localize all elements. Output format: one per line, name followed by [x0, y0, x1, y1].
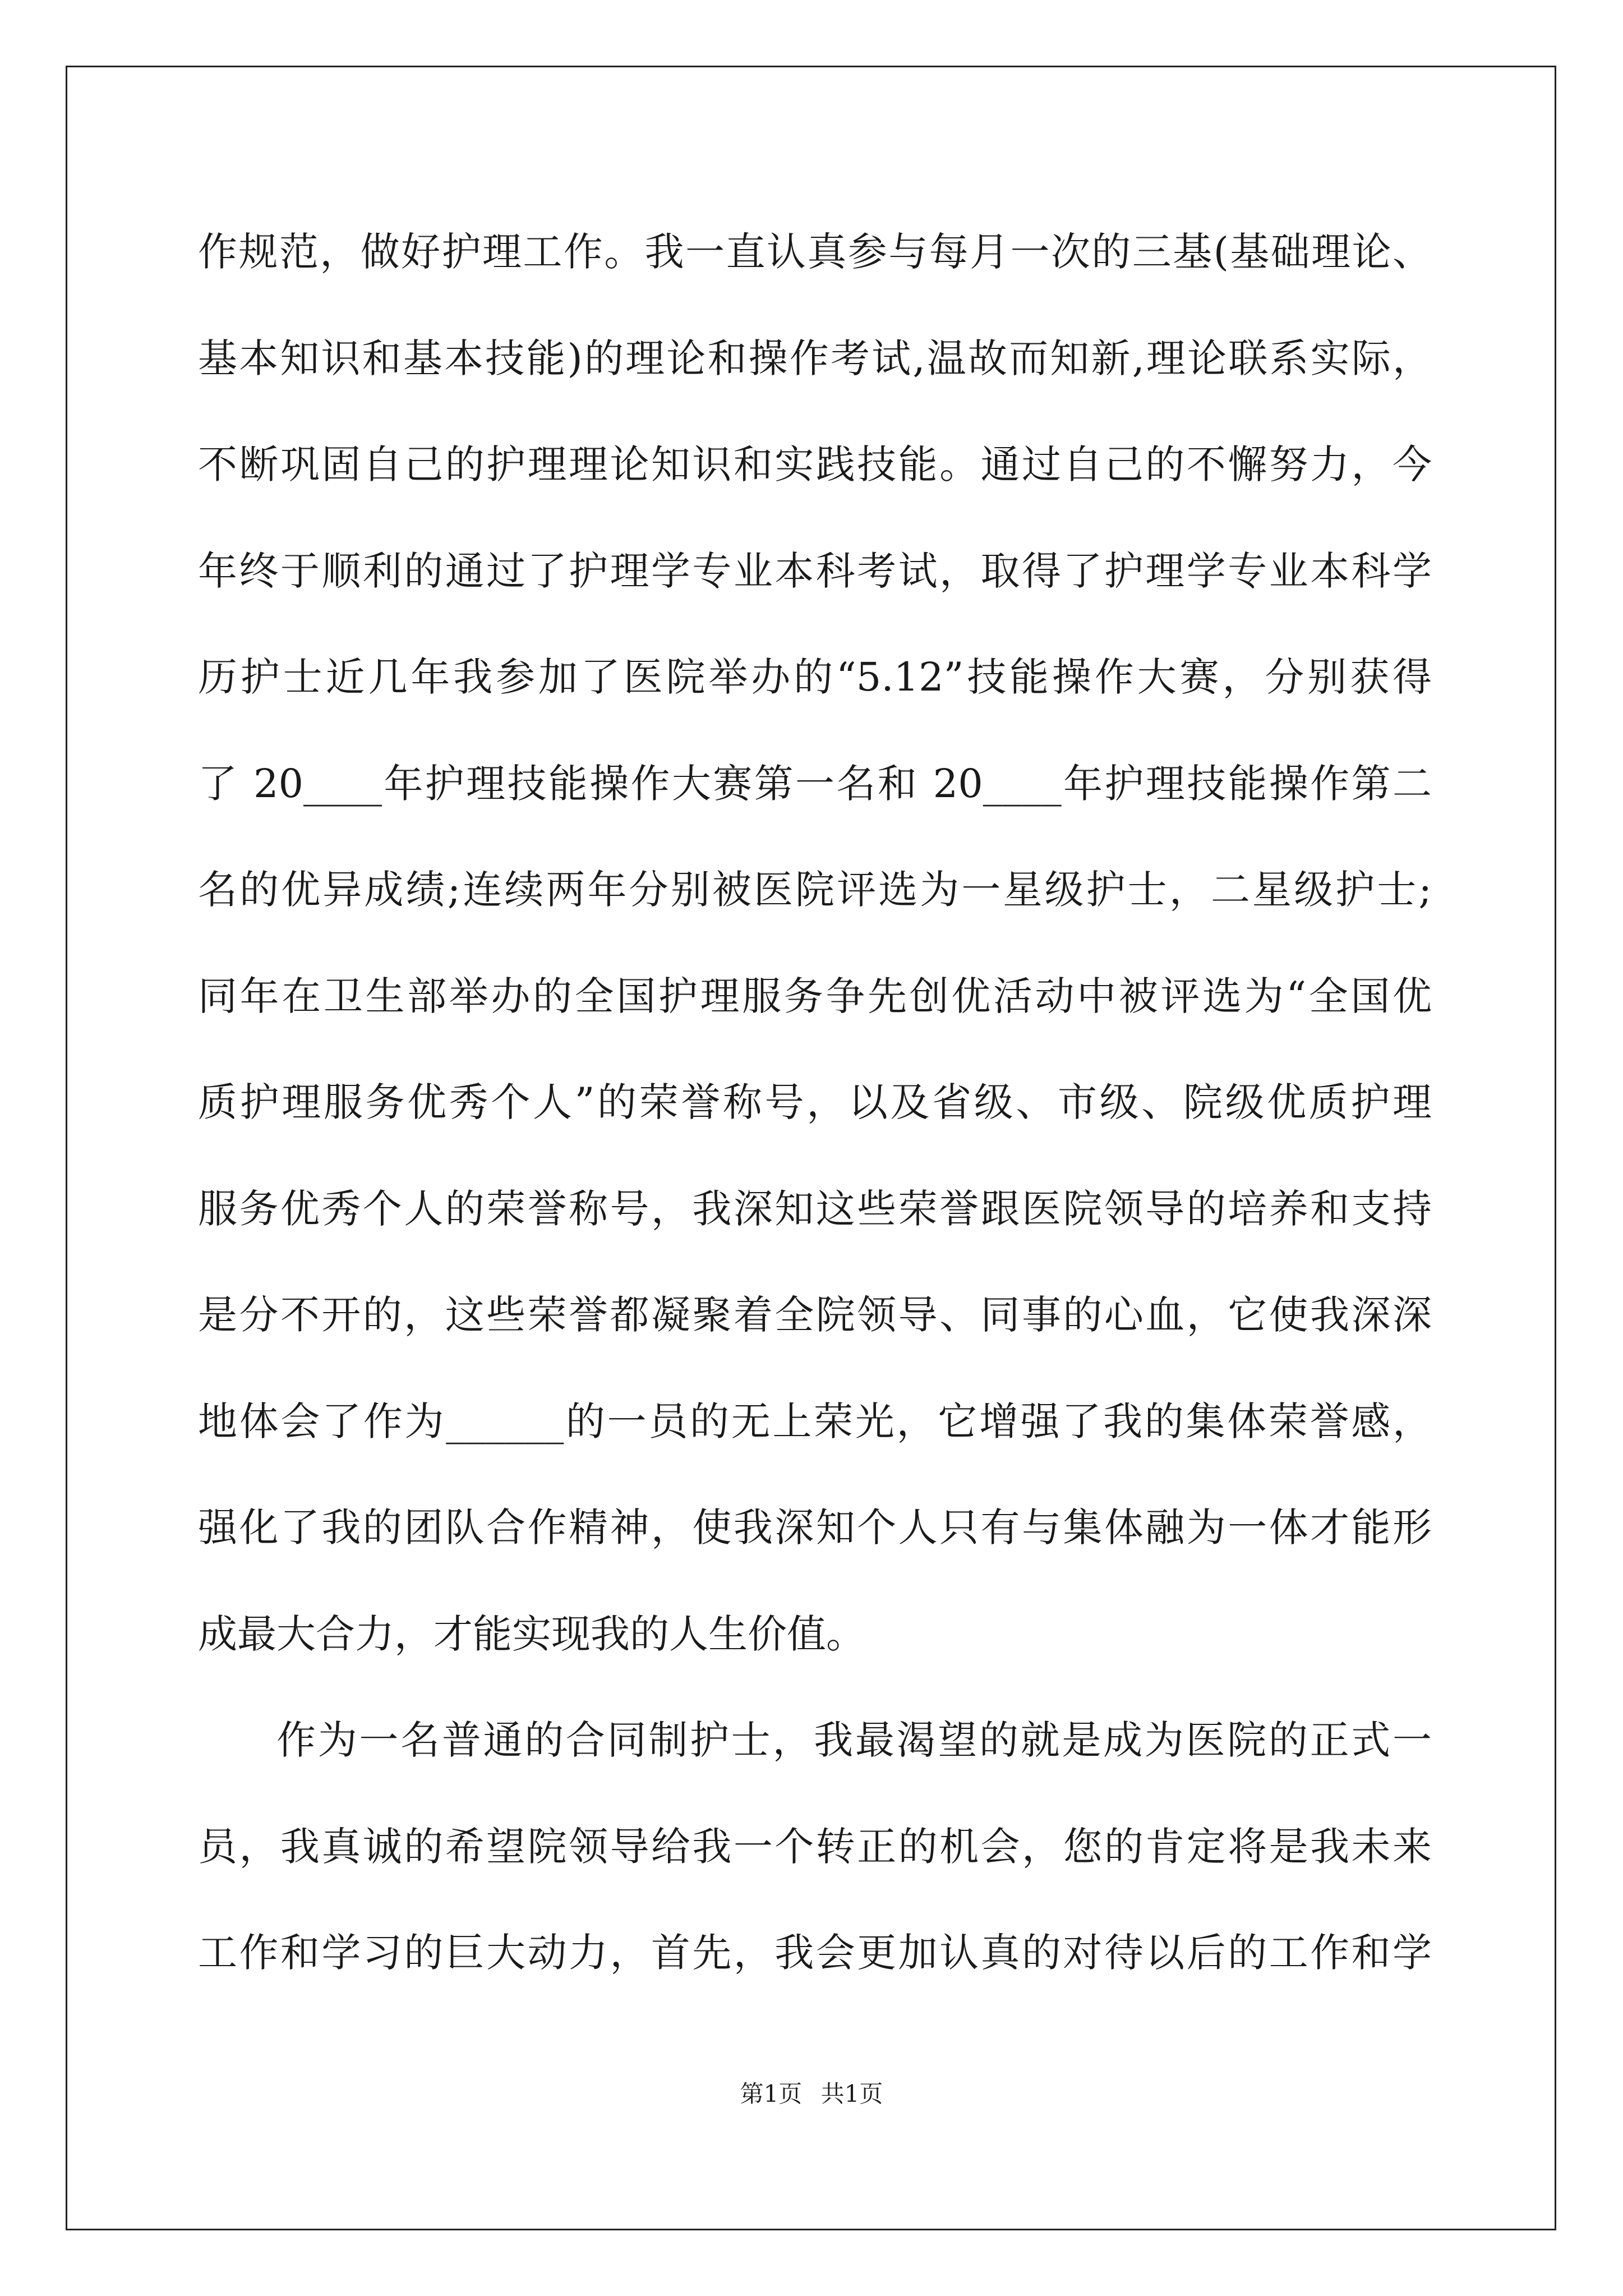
text-line: 强化了我的团队合作精神，使我深知个人只有与集体融为一体才能形	[198, 1504, 1432, 1550]
text-line: 不断巩固自己的护理理论知识和实践技能。通过自己的不懈努力，今	[198, 441, 1432, 487]
text-line: 是分不开的，这些荣誉都凝聚着全院领导、同事的心血，它使我深深	[198, 1292, 1432, 1338]
text-line: 基本知识和基本技能)的理论和操作考试,温故而知新,理论联系实际，	[198, 335, 1432, 381]
text-line: 员，我真诚的希望院领导给我一个转正的机会，您的肯定将是我未来	[198, 1823, 1432, 1870]
text-line: 名的优异成绩;连续两年分别被医院评选为一星级护士，二星级护士;	[198, 867, 1432, 913]
text-line: 工作和学习的巨大动力，首先，我会更加认真的对待以后的工作和学	[198, 1930, 1432, 1976]
text-line: 地体会了作为______的一员的无上荣光，它增强了我的集体荣誉感，	[198, 1398, 1432, 1444]
text-line: 作为一名普通的合同制护士，我最渴望的就是成为医院的正式一	[276, 1717, 1432, 1763]
text-line: 了 20____年护理技能操作大赛第一名和 20____年护理技能操作第二	[198, 760, 1432, 807]
text-line: 年终于顺利的通过了护理学专业本科考试，取得了护理学专业本科学	[198, 547, 1432, 594]
text-line: 历护士近几年我参加了医院举办的“5.12”技能操作大赛，分别获得	[198, 654, 1432, 700]
text-line: 成最大合力，才能实现我的人生价值。	[198, 1611, 865, 1657]
document-body	[198, 199, 1432, 2007]
text-line: 作规范，做好护理工作。我一直认真参与每月一次的三基(基础理论、	[198, 229, 1432, 275]
page-number-total: 共1页	[820, 2080, 883, 2108]
page-footer	[0, 2076, 1623, 2109]
text-line: 服务优秀个人的荣誉称号，我深知这些荣誉跟医院领导的培养和支持	[198, 1185, 1432, 1232]
text-line: 同年在卫生部举办的全国护理服务争先创优活动中被评选为“全国优	[198, 973, 1432, 1019]
text-line: 质护理服务优秀个人”的荣誉称号，以及省级、市级、院级优质护理	[198, 1079, 1432, 1125]
page-number-current: 第1页	[740, 2080, 803, 2108]
